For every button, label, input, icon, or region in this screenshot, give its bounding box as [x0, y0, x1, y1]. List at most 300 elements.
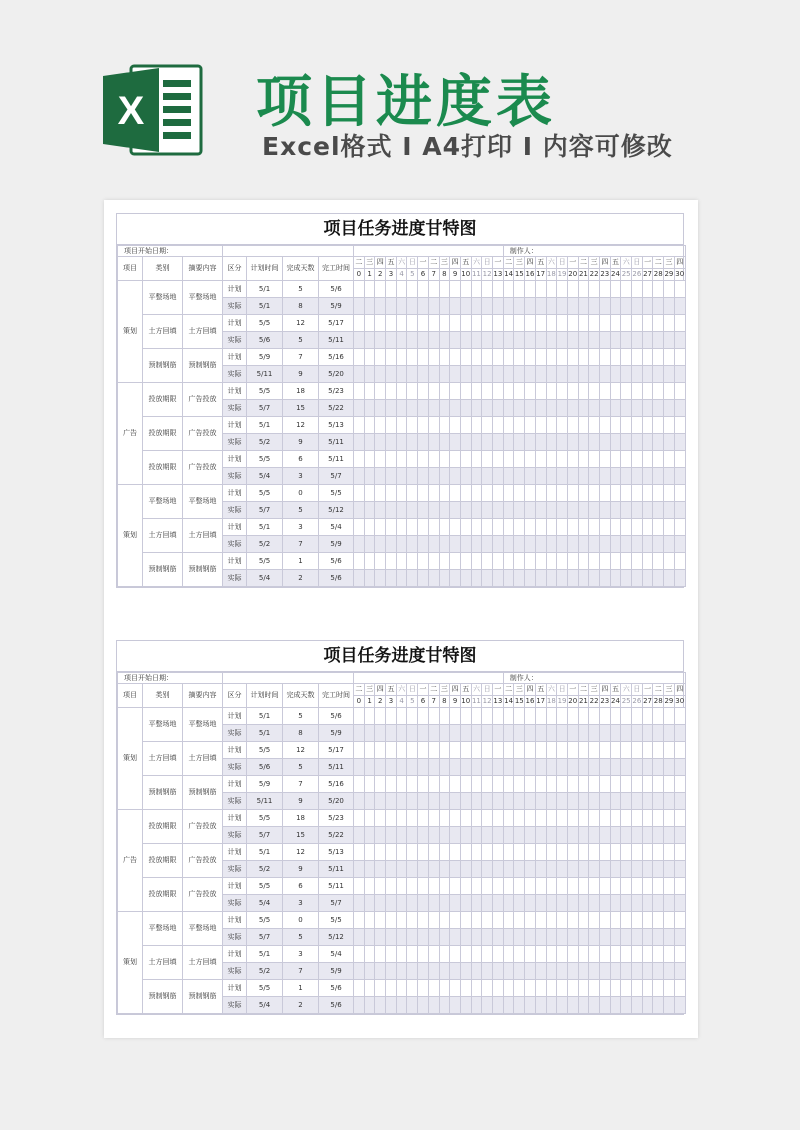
gantt-cell[interactable] [492, 912, 503, 929]
gantt-cell[interactable] [450, 878, 461, 895]
gantt-cell[interactable] [599, 417, 610, 434]
gantt-cell[interactable] [557, 878, 568, 895]
gantt-cell[interactable] [567, 332, 578, 349]
gantt-cell[interactable] [599, 383, 610, 400]
end-cell[interactable]: 5/9 [319, 298, 354, 315]
gantt-cell[interactable] [396, 315, 407, 332]
gantt-cell[interactable] [589, 929, 600, 946]
gantt-cell[interactable] [567, 434, 578, 451]
gantt-cell[interactable] [632, 468, 643, 485]
project-cell[interactable]: 策划 [118, 708, 143, 810]
gantt-cell[interactable] [428, 895, 439, 912]
gantt-cell[interactable] [567, 878, 578, 895]
type-cell[interactable]: 实际 [223, 725, 247, 742]
gantt-cell[interactable] [642, 281, 653, 298]
gantt-cell[interactable] [557, 997, 568, 1014]
project-cell[interactable]: 策划 [118, 912, 143, 1014]
gantt-cell[interactable] [450, 281, 461, 298]
gantt-cell[interactable] [482, 502, 493, 519]
summary-cell[interactable]: 平整场地 [183, 281, 223, 315]
gantt-cell[interactable] [460, 570, 471, 587]
gantt-cell[interactable] [354, 895, 365, 912]
gantt-cell[interactable] [514, 298, 525, 315]
gantt-cell[interactable] [482, 776, 493, 793]
gantt-cell[interactable] [450, 383, 461, 400]
gantt-cell[interactable] [354, 997, 365, 1014]
days-cell[interactable]: 12 [283, 844, 319, 861]
gantt-cell[interactable] [386, 793, 397, 810]
gantt-cell[interactable] [407, 895, 418, 912]
gantt-cell[interactable] [653, 708, 664, 725]
gantt-cell[interactable] [396, 895, 407, 912]
end-cell[interactable]: 5/6 [319, 553, 354, 570]
gantt-cell[interactable] [439, 708, 450, 725]
gantt-cell[interactable] [664, 332, 675, 349]
start-cell[interactable]: 5/2 [247, 536, 283, 553]
gantt-cell[interactable] [396, 383, 407, 400]
gantt-cell[interactable] [535, 383, 546, 400]
gantt-cell[interactable] [578, 366, 589, 383]
days-cell[interactable]: 8 [283, 298, 319, 315]
gantt-cell[interactable] [653, 468, 664, 485]
gantt-cell[interactable] [621, 485, 632, 502]
gantt-cell[interactable] [439, 793, 450, 810]
category-cell[interactable]: 土方回填 [143, 742, 183, 776]
gantt-cell[interactable] [503, 434, 514, 451]
start-cell[interactable]: 5/2 [247, 861, 283, 878]
gantt-cell[interactable] [503, 929, 514, 946]
gantt-cell[interactable] [557, 536, 568, 553]
gantt-cell[interactable] [653, 281, 664, 298]
gantt-cell[interactable] [610, 708, 621, 725]
gantt-cell[interactable] [364, 553, 375, 570]
gantt-cell[interactable] [492, 434, 503, 451]
gantt-cell[interactable] [418, 759, 429, 776]
project-cell[interactable]: 广告 [118, 383, 143, 485]
start-cell[interactable]: 5/2 [247, 963, 283, 980]
gantt-cell[interactable] [375, 895, 386, 912]
gantt-cell[interactable] [599, 468, 610, 485]
gantt-cell[interactable] [418, 776, 429, 793]
gantt-cell[interactable] [482, 963, 493, 980]
gantt-cell[interactable] [674, 451, 685, 468]
gantt-cell[interactable] [364, 776, 375, 793]
gantt-cell[interactable] [428, 570, 439, 587]
gantt-cell[interactable] [354, 485, 365, 502]
gantt-cell[interactable] [375, 759, 386, 776]
category-cell[interactable]: 土方回填 [143, 946, 183, 980]
gantt-cell[interactable] [439, 776, 450, 793]
gantt-cell[interactable] [674, 810, 685, 827]
category-cell[interactable]: 投放期限 [143, 844, 183, 878]
days-cell[interactable]: 7 [283, 536, 319, 553]
gantt-cell[interactable] [492, 708, 503, 725]
days-cell[interactable]: 9 [283, 434, 319, 451]
gantt-cell[interactable] [460, 417, 471, 434]
gantt-cell[interactable] [514, 963, 525, 980]
gantt-cell[interactable] [514, 980, 525, 997]
summary-cell[interactable]: 预制钢筋 [183, 980, 223, 1014]
gantt-cell[interactable] [610, 417, 621, 434]
gantt-cell[interactable] [578, 553, 589, 570]
gantt-cell[interactable] [674, 827, 685, 844]
gantt-cell[interactable] [535, 861, 546, 878]
gantt-cell[interactable] [354, 708, 365, 725]
gantt-cell[interactable] [482, 997, 493, 1014]
gantt-cell[interactable] [354, 553, 365, 570]
gantt-cell[interactable] [535, 742, 546, 759]
gantt-cell[interactable] [407, 434, 418, 451]
gantt-cell[interactable] [471, 793, 482, 810]
gantt-cell[interactable] [674, 912, 685, 929]
gantt-cell[interactable] [439, 963, 450, 980]
gantt-cell[interactable] [621, 759, 632, 776]
gantt-cell[interactable] [460, 400, 471, 417]
gantt-cell[interactable] [642, 997, 653, 1014]
gantt-cell[interactable] [364, 725, 375, 742]
gantt-cell[interactable] [567, 400, 578, 417]
gantt-cell[interactable] [642, 451, 653, 468]
gantt-cell[interactable] [674, 315, 685, 332]
gantt-cell[interactable] [482, 793, 493, 810]
gantt-cell[interactable] [407, 553, 418, 570]
gantt-cell[interactable] [482, 434, 493, 451]
gantt-cell[interactable] [546, 997, 557, 1014]
gantt-cell[interactable] [632, 725, 643, 742]
end-cell[interactable]: 5/5 [319, 485, 354, 502]
gantt-cell[interactable] [653, 519, 664, 536]
type-cell[interactable]: 计划 [223, 349, 247, 366]
gantt-cell[interactable] [674, 502, 685, 519]
gantt-cell[interactable] [471, 281, 482, 298]
start-cell[interactable]: 5/1 [247, 725, 283, 742]
gantt-cell[interactable] [482, 810, 493, 827]
gantt-cell[interactable] [535, 946, 546, 963]
gantt-cell[interactable] [364, 810, 375, 827]
gantt-cell[interactable] [492, 400, 503, 417]
gantt-cell[interactable] [610, 895, 621, 912]
gantt-cell[interactable] [535, 281, 546, 298]
gantt-cell[interactable] [439, 349, 450, 366]
gantt-cell[interactable] [428, 502, 439, 519]
gantt-cell[interactable] [589, 332, 600, 349]
gantt-cell[interactable] [364, 417, 375, 434]
gantt-cell[interactable] [439, 827, 450, 844]
gantt-cell[interactable] [578, 776, 589, 793]
gantt-cell[interactable] [557, 844, 568, 861]
gantt-cell[interactable] [589, 946, 600, 963]
gantt-cell[interactable] [546, 281, 557, 298]
gantt-cell[interactable] [599, 810, 610, 827]
gantt-cell[interactable] [632, 553, 643, 570]
gantt-cell[interactable] [364, 502, 375, 519]
gantt-cell[interactable] [439, 281, 450, 298]
gantt-cell[interactable] [386, 878, 397, 895]
gantt-cell[interactable] [535, 485, 546, 502]
gantt-cell[interactable] [632, 383, 643, 400]
end-cell[interactable]: 5/11 [319, 434, 354, 451]
gantt-cell[interactable] [418, 827, 429, 844]
gantt-cell[interactable] [589, 725, 600, 742]
gantt-cell[interactable] [525, 793, 536, 810]
gantt-cell[interactable] [460, 793, 471, 810]
gantt-cell[interactable] [450, 895, 461, 912]
gantt-cell[interactable] [621, 349, 632, 366]
gantt-cell[interactable] [514, 281, 525, 298]
end-cell[interactable]: 5/9 [319, 725, 354, 742]
gantt-cell[interactable] [503, 383, 514, 400]
gantt-cell[interactable] [428, 759, 439, 776]
gantt-cell[interactable] [482, 281, 493, 298]
start-cell[interactable]: 5/1 [247, 519, 283, 536]
start-cell[interactable]: 5/7 [247, 502, 283, 519]
end-cell[interactable]: 5/22 [319, 827, 354, 844]
gantt-cell[interactable] [396, 793, 407, 810]
gantt-cell[interactable] [557, 468, 568, 485]
type-cell[interactable]: 实际 [223, 332, 247, 349]
gantt-cell[interactable] [589, 298, 600, 315]
gantt-cell[interactable] [354, 451, 365, 468]
end-cell[interactable]: 5/11 [319, 451, 354, 468]
gantt-cell[interactable] [632, 742, 643, 759]
gantt-cell[interactable] [460, 827, 471, 844]
category-cell[interactable]: 平整场地 [143, 708, 183, 742]
days-cell[interactable]: 9 [283, 861, 319, 878]
gantt-cell[interactable] [653, 742, 664, 759]
gantt-cell[interactable] [578, 725, 589, 742]
gantt-cell[interactable] [567, 502, 578, 519]
gantt-cell[interactable] [364, 878, 375, 895]
gantt-cell[interactable] [460, 844, 471, 861]
gantt-cell[interactable] [439, 502, 450, 519]
gantt-cell[interactable] [632, 861, 643, 878]
gantt-cell[interactable] [674, 861, 685, 878]
gantt-cell[interactable] [589, 485, 600, 502]
gantt-cell[interactable] [599, 793, 610, 810]
gantt-cell[interactable] [589, 400, 600, 417]
gantt-cell[interactable] [386, 946, 397, 963]
end-cell[interactable]: 5/11 [319, 332, 354, 349]
gantt-cell[interactable] [557, 315, 568, 332]
gantt-cell[interactable] [450, 810, 461, 827]
days-cell[interactable]: 15 [283, 400, 319, 417]
gantt-cell[interactable] [621, 570, 632, 587]
gantt-cell[interactable] [578, 827, 589, 844]
gantt-cell[interactable] [621, 878, 632, 895]
gantt-cell[interactable] [664, 708, 675, 725]
gantt-cell[interactable] [610, 553, 621, 570]
gantt-cell[interactable] [439, 400, 450, 417]
start-cell[interactable]: 5/1 [247, 281, 283, 298]
gantt-cell[interactable] [664, 417, 675, 434]
gantt-cell[interactable] [674, 570, 685, 587]
gantt-cell[interactable] [396, 570, 407, 587]
gantt-cell[interactable] [375, 810, 386, 827]
type-cell[interactable]: 计划 [223, 946, 247, 963]
gantt-cell[interactable] [503, 349, 514, 366]
gantt-cell[interactable] [364, 844, 375, 861]
gantt-cell[interactable] [407, 332, 418, 349]
gantt-cell[interactable] [621, 519, 632, 536]
gantt-cell[interactable] [514, 844, 525, 861]
gantt-cell[interactable] [396, 485, 407, 502]
gantt-cell[interactable] [439, 451, 450, 468]
gantt-cell[interactable] [418, 912, 429, 929]
gantt-cell[interactable] [514, 485, 525, 502]
summary-cell[interactable]: 预制钢筋 [183, 553, 223, 587]
gantt-cell[interactable] [642, 980, 653, 997]
gantt-cell[interactable] [653, 844, 664, 861]
gantt-cell[interactable] [514, 878, 525, 895]
gantt-cell[interactable] [471, 570, 482, 587]
end-cell[interactable]: 5/5 [319, 912, 354, 929]
gantt-cell[interactable] [460, 536, 471, 553]
gantt-cell[interactable] [653, 400, 664, 417]
summary-cell[interactable]: 土方回填 [183, 946, 223, 980]
gantt-cell[interactable] [439, 519, 450, 536]
type-cell[interactable]: 实际 [223, 963, 247, 980]
days-cell[interactable]: 9 [283, 366, 319, 383]
gantt-cell[interactable] [418, 878, 429, 895]
end-cell[interactable]: 5/6 [319, 997, 354, 1014]
gantt-cell[interactable] [546, 570, 557, 587]
gantt-cell[interactable] [557, 349, 568, 366]
gantt-cell[interactable] [439, 570, 450, 587]
gantt-cell[interactable] [642, 434, 653, 451]
summary-cell[interactable]: 土方回填 [183, 742, 223, 776]
gantt-cell[interactable] [386, 912, 397, 929]
gantt-cell[interactable] [418, 844, 429, 861]
gantt-cell[interactable] [610, 434, 621, 451]
gantt-cell[interactable] [471, 298, 482, 315]
gantt-cell[interactable] [460, 810, 471, 827]
start-cell[interactable]: 5/4 [247, 570, 283, 587]
start-cell[interactable]: 5/9 [247, 349, 283, 366]
category-cell[interactable]: 投放期限 [143, 878, 183, 912]
gantt-cell[interactable] [354, 946, 365, 963]
gantt-cell[interactable] [664, 861, 675, 878]
gantt-cell[interactable] [439, 315, 450, 332]
gantt-cell[interactable] [525, 810, 536, 827]
type-cell[interactable]: 计划 [223, 281, 247, 298]
gantt-cell[interactable] [482, 895, 493, 912]
gantt-cell[interactable] [354, 878, 365, 895]
type-cell[interactable]: 计划 [223, 417, 247, 434]
gantt-cell[interactable] [471, 708, 482, 725]
gantt-cell[interactable] [610, 810, 621, 827]
gantt-cell[interactable] [546, 776, 557, 793]
gantt-cell[interactable] [471, 878, 482, 895]
end-cell[interactable]: 5/11 [319, 861, 354, 878]
gantt-cell[interactable] [535, 793, 546, 810]
gantt-cell[interactable] [546, 946, 557, 963]
gantt-cell[interactable] [535, 725, 546, 742]
gantt-cell[interactable] [664, 519, 675, 536]
gantt-cell[interactable] [503, 946, 514, 963]
gantt-cell[interactable] [386, 281, 397, 298]
gantt-cell[interactable] [492, 332, 503, 349]
gantt-cell[interactable] [492, 725, 503, 742]
gantt-cell[interactable] [642, 827, 653, 844]
gantt-cell[interactable] [599, 298, 610, 315]
days-cell[interactable]: 12 [283, 417, 319, 434]
gantt-cell[interactable] [471, 468, 482, 485]
gantt-cell[interactable] [439, 383, 450, 400]
gantt-cell[interactable] [418, 570, 429, 587]
gantt-cell[interactable] [525, 417, 536, 434]
gantt-cell[interactable] [364, 451, 375, 468]
gantt-cell[interactable] [578, 502, 589, 519]
gantt-cell[interactable] [514, 929, 525, 946]
gantt-cell[interactable] [664, 536, 675, 553]
gantt-cell[interactable] [653, 332, 664, 349]
gantt-cell[interactable] [525, 485, 536, 502]
gantt-cell[interactable] [407, 742, 418, 759]
gantt-cell[interactable] [439, 980, 450, 997]
gantt-cell[interactable] [450, 997, 461, 1014]
gantt-cell[interactable] [375, 997, 386, 1014]
type-cell[interactable]: 实际 [223, 570, 247, 587]
gantt-cell[interactable] [471, 895, 482, 912]
gantt-cell[interactable] [610, 912, 621, 929]
gantt-cell[interactable] [364, 400, 375, 417]
gantt-cell[interactable] [460, 725, 471, 742]
gantt-cell[interactable] [482, 400, 493, 417]
gantt-cell[interactable] [525, 844, 536, 861]
gantt-cell[interactable] [364, 793, 375, 810]
gantt-cell[interactable] [674, 383, 685, 400]
gantt-cell[interactable] [364, 298, 375, 315]
gantt-cell[interactable] [492, 827, 503, 844]
type-cell[interactable]: 计划 [223, 708, 247, 725]
summary-cell[interactable]: 预制钢筋 [183, 776, 223, 810]
gantt-cell[interactable] [557, 776, 568, 793]
gantt-cell[interactable] [546, 332, 557, 349]
gantt-cell[interactable] [578, 570, 589, 587]
gantt-cell[interactable] [525, 366, 536, 383]
gantt-cell[interactable] [503, 281, 514, 298]
gantt-cell[interactable] [471, 929, 482, 946]
gantt-cell[interactable] [386, 485, 397, 502]
gantt-cell[interactable] [407, 570, 418, 587]
type-cell[interactable]: 实际 [223, 827, 247, 844]
type-cell[interactable]: 实际 [223, 434, 247, 451]
gantt-cell[interactable] [354, 570, 365, 587]
gantt-cell[interactable] [471, 912, 482, 929]
gantt-cell[interactable] [450, 963, 461, 980]
gantt-cell[interactable] [460, 451, 471, 468]
gantt-cell[interactable] [375, 366, 386, 383]
gantt-cell[interactable] [375, 827, 386, 844]
gantt-cell[interactable] [482, 298, 493, 315]
gantt-cell[interactable] [567, 861, 578, 878]
gantt-cell[interactable] [578, 946, 589, 963]
gantt-cell[interactable] [578, 417, 589, 434]
gantt-cell[interactable] [450, 400, 461, 417]
end-cell[interactable]: 5/23 [319, 810, 354, 827]
type-cell[interactable]: 实际 [223, 929, 247, 946]
gantt-cell[interactable] [632, 980, 643, 997]
gantt-cell[interactable] [364, 742, 375, 759]
gantt-cell[interactable] [514, 434, 525, 451]
gantt-cell[interactable] [386, 861, 397, 878]
gantt-cell[interactable] [535, 963, 546, 980]
gantt-cell[interactable] [386, 708, 397, 725]
gantt-cell[interactable] [578, 451, 589, 468]
gantt-cell[interactable] [610, 725, 621, 742]
gantt-cell[interactable] [632, 997, 643, 1014]
start-cell[interactable]: 5/5 [247, 485, 283, 502]
